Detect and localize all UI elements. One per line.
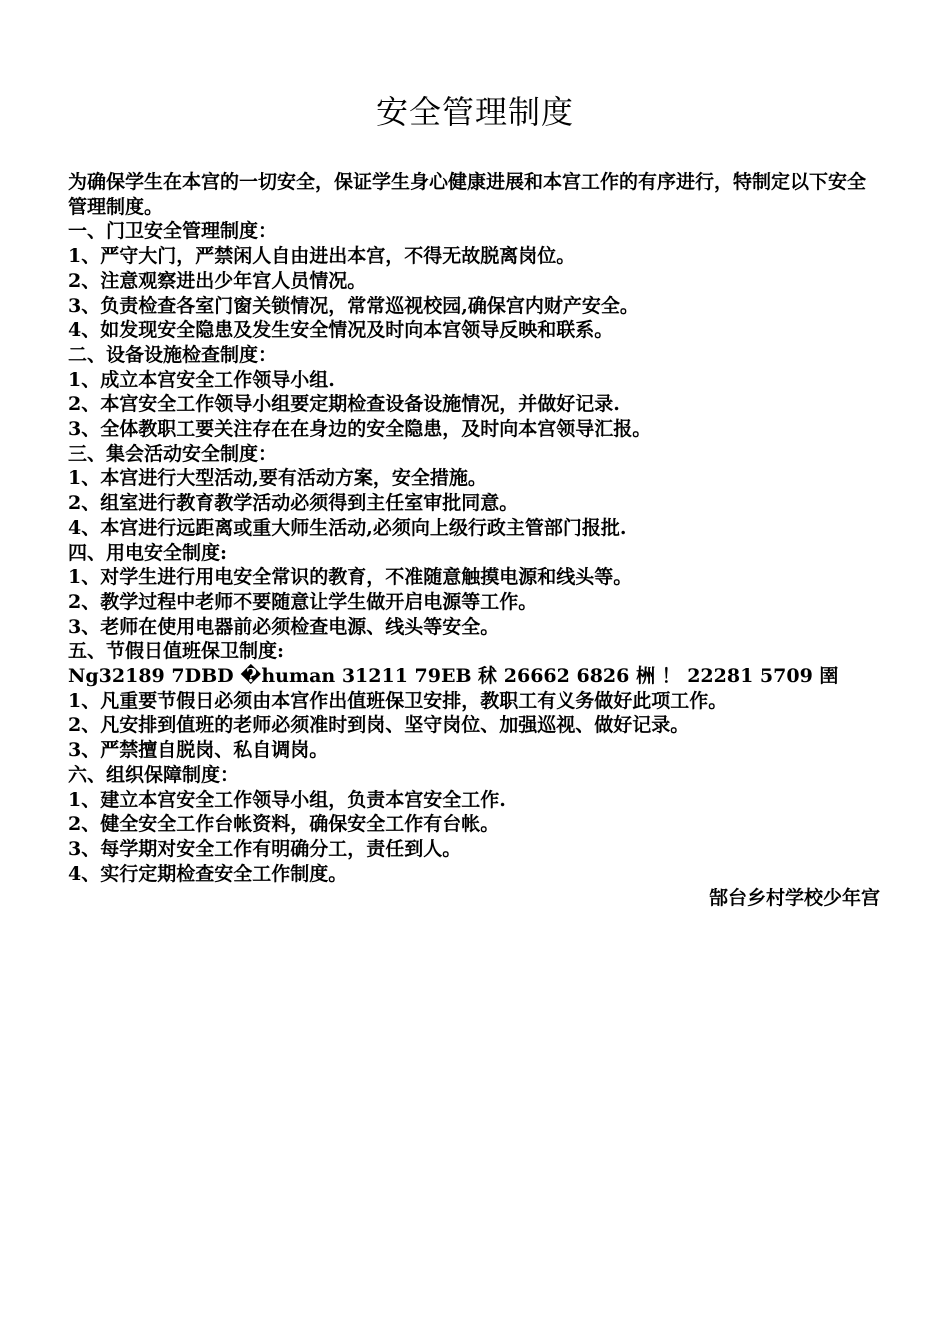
rule-line: 4、本宫进行远距离或重大师生活动,必须向上级行政主管部门报批. (68, 516, 627, 539)
rule-line: 2、注意观察进出少年宫人员情况。 (68, 269, 367, 292)
rule-line: 3、全体教职工要关注存在在身边的安全隐患，及时向本宫领导汇报。 (68, 418, 652, 441)
rule-line: 1、严守大门，严禁闲人自由进出本宫，不得无故脱离岗位。 (68, 245, 576, 268)
rule-line: 1、凡重要节假日必须由本宫作出值班保卫安排，教职工有义务做好此项工作。 (68, 689, 728, 712)
rule-line: 1、建立本宫安全工作领导小组，负责本宫安全工作. (68, 788, 506, 811)
section-heading-gatekeeper: 一、门卫安全管理制度： (68, 220, 278, 243)
section-heading-holiday-duty: 五、节假日值班保卫制度: (68, 640, 285, 663)
section-heading-assembly: 三、集会活动安全制度： (68, 442, 278, 465)
rule-line: 4、如发现安全隐患及发生安全情况及时向本宫领导反映和联系。 (68, 319, 614, 342)
section-heading-organization: 六、组织保障制度： (68, 763, 240, 786)
rule-line: 3、负责检查各室门窗关锁情况，常常巡视校园,确保宫内财产安全。 (68, 294, 639, 317)
intro-paragraph: 为确保学生在本宫的一切安全，保证学生身心健康进展和本宫工作的有序进行，特制定以下安全管理制度。 (68, 171, 867, 218)
rule-line: 3、每学期对安全工作有明确分工，责任到人。 (68, 837, 462, 860)
rule-line: 1、本宫进行大型活动,要有活动方案，安全措施。 (68, 467, 487, 490)
rule-line: 3、严禁擅自脱岗、私自调岗。 (68, 739, 329, 762)
rule-line: 3、老师在使用电器前必须检查电源、线头等安全。 (68, 615, 500, 638)
signature: 郜台乡村学校少年宫 (708, 887, 880, 910)
rule-line: 1、成立本宫安全工作领导小组. (68, 368, 335, 391)
rule-line: 2、健全安全工作台帐资料，确保安全工作有台帐。 (68, 813, 500, 836)
rule-line: 1、对学生进行用电安全常识的教育，不准随意触摸电源和线头等。 (68, 566, 633, 589)
section-heading-equipment: 二、设备设施检查制度： (68, 343, 278, 366)
document-title: 安全管理制度 (375, 93, 574, 131)
rule-line: 2、组室进行教育教学活动必须得到主任室审批同意。 (68, 492, 519, 515)
rule-line: 4、实行定期检查安全工作制度。 (68, 862, 348, 885)
rule-line: 2、凡安排到值班的老师必须准时到岗、坚守岗位、加强巡视、做好记录。 (68, 714, 690, 737)
garbled-text-line: Ng32189 7DBD �human 31211 79EB 秫 26662 6826 栦 ！ 22281 5709 圉 (68, 665, 839, 688)
document-body (68, 170, 880, 911)
rule-line: 2、教学过程中老师不要随意让学生做开启电源等工作。 (68, 590, 538, 613)
section-heading-electricity: 四、用电安全制度: (68, 541, 228, 564)
rule-line: 2、本宫安全工作领导小组要定期检查设备设施情况，并做好记录. (68, 393, 620, 416)
